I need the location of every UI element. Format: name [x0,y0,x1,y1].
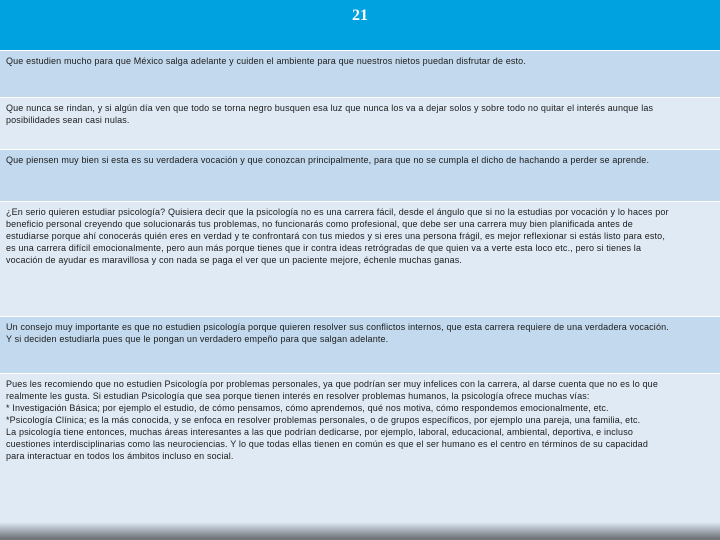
row-text: para interactuar en todos los ámbitos incluso en social. [6,451,234,461]
table-row [0,202,720,317]
slide-number: 21 [352,7,368,24]
row-text: Que piensen muy bien si esta es su verdadera vocación y que conozcan principalmente, para que no se cumpla el dicho de hachando a perder se aprende. [6,155,650,165]
row-text: ¿En serio quieren estudiar psicología? Quisiera decir que la psicología no es una carrera fácil, desde el ángulo que si no la estudias por vocación y lo haces por [6,207,669,217]
row-text: Que nunca se rindan, y si algún día ven que todo se torna negro busquen esa luz que nunca los va a dejar solos y sobre todo no quitar el interés aunque las [6,103,654,113]
table-header [0,0,720,51]
row-text: *Psicología Clínica; es la más conocida, y se enfoca en resolver problemas personales, o de grupos específicos, por ejemplo una pareja, una familia, etc. [6,415,641,425]
row-text: Que estudien mucho para que México salga adelante y cuiden el ambiente para que nuestros nietos puedan disfrutar de esto. [6,56,526,66]
row-text: La psicología tiene entonces, muchas áreas interesantes a las que podrían dedicarse, por ejemplo, laboral, educacional, ambiental, deportiva, e incluso [6,427,634,437]
row-text: * Investigación Básica; por ejemplo el estudio, de cómo pensamos, cómo aprendemos, qué nos motiva, cómo respondemos emocionalmente, etc. [6,403,609,413]
row-text: estudiarse porque ahí conocerás quién eres en verdad y te confrontará con tus miedos y si eres una persona frágil, es mejor reflexionar si estás listo para esto, [6,231,665,241]
row-text: vocación de ayudar es maravillosa y con nada se paga el ver que un paciente mejore, échenle muchas ganas. [6,255,463,265]
row-text: Pues les recomiendo que no estudien Psicología por problemas personales, ya que podrían ser muy infelices con la carrera, al darse cuenta que no es lo que [6,379,658,389]
row-text: realmente les gusta. Si estudian Psicología que sea porque tienen interés en resolver problemas humanos, la psicología ofrece muchas vías: [6,391,590,401]
row-text: beneficio personal creyendo que solucionarás tus problemas, no funcionarás como profesional, que debe ser una carrera muy bien planificada antes de [6,219,633,229]
table-row [0,374,720,540]
row-text: cuestiones interdisciplinarias como las neurociencias. Y lo que todas ellas tienen en común es que el ser humano es el centro en términos de su capacidad [6,439,648,449]
row-text: Un consejo muy importante es que no estudien psicología porque quieren resolver sus conflictos internos, que esta carrera requiere de una verdadera vocación. [6,322,669,332]
row-text: posibilidades sean casi nulas. [6,115,130,125]
table-row [0,51,720,98]
table-row [0,317,720,374]
table-row [0,150,720,202]
row-text: Y si deciden estudiarla pues que le pongan un verdadero empeño para que salgan adelante. [6,334,389,344]
table-row [0,98,720,150]
row-text: es una carrera difícil emocionalmente, pero aun más porque tienes que ir contra ideas retrógradas de que quien va a verte esta loco etc., pero si tienes la [6,243,642,253]
